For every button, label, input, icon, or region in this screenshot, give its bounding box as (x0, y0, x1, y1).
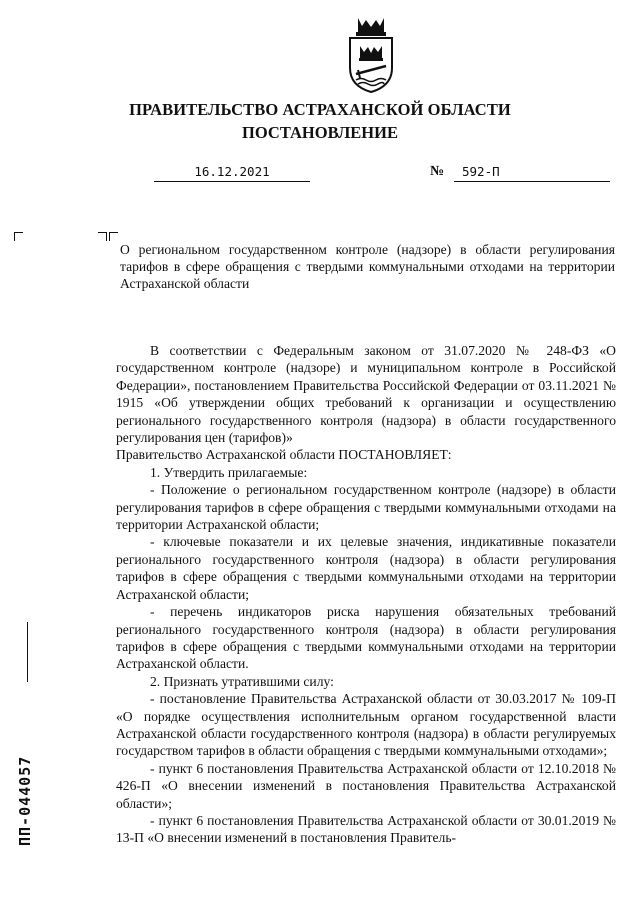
item-2-a: - постановление Правительства Астраханской области от 30.03.2017 № 109-П «О порядке осуществления исполнительным органом государственной власти Астраханской области государственного контроля (надзора) в области регулируемых государством тарифов в области обращения с твердыми коммунальными отходами»; (116, 691, 616, 759)
item-1-c: - перечень индикаторов риска нарушения обязательных требований регионального государственного контроля (надзора) в области регулирования тарифов в сфере обращения с твердыми коммунальными отходами на территории Астраханской области. (116, 604, 616, 672)
subject-corner-mark-left (98, 232, 107, 241)
subject-corner-mark-right (109, 232, 118, 241)
organization-title: ПРАВИТЕЛЬСТВО АСТРАХАНСКОЙ ОБЛАСТИ (129, 100, 511, 119)
document-number-label: № (430, 164, 445, 179)
document-number: 592-П (454, 164, 610, 182)
preamble-paragraph: В соответствии с Федеральным законом от 31.07.2020 № 248-ФЗ «О государственном контроле (надзоре) и муниципальном контроле в Российской Федерации», постановлением Правительства Российской Федерации от 03.11.2021 № 1915 «Об утверждении общих требований к организации и осуществлению регионального государственного контроля (надзора) в области государственного регулирования цен (тарифов)» (116, 343, 616, 446)
document-body (116, 342, 616, 847)
left-corner-mark (14, 232, 23, 241)
document-subject: О региональном государственном контроле (надзоре) в области регулирования тарифов в сфере обращения с твердыми коммунальными отходами на территории Астраханской области (120, 242, 615, 292)
document-date: 16.12.2021 (154, 164, 310, 182)
margin-rule (27, 622, 28, 682)
item-1-b: - ключевые показатели и их целевые значения, индикативные показатели регионального государственного контроля (надзора) в области регулирования тарифов в сфере обращения с твердыми коммунальными отходами на территории Астраханской области; (116, 534, 616, 602)
item-1-a: - Положение о региональном государственном контроле (надзоре) в области регулирования тарифов в сфере обращения с твердыми коммунальными отходами на территории Астраханской области; (116, 482, 616, 533)
item-1: 1. Утвердить прилагаемые: (150, 464, 308, 480)
side-document-code: ПП-044057 (16, 755, 34, 846)
resolves-line: Правительство Астраханской области ПОСТАНОВЛЯЕТ: (116, 447, 452, 463)
item-2-c: - пункт 6 постановления Правительства Астраханской области от 30.01.2019 № 13-П «О внесении изменений в постановления Правитель- (116, 812, 616, 846)
item-2: 2. Признать утратившими силу: (150, 673, 334, 689)
item-2-b: - пункт 6 постановления Правительства Астраханской области от 12.10.2018 № 426-П «О внесении изменений в постановления Правительства Астраханской области»; (116, 760, 616, 811)
coat-of-arms-icon (344, 16, 398, 94)
document-type-title: ПОСТАНОВЛЕНИЕ (242, 123, 398, 142)
